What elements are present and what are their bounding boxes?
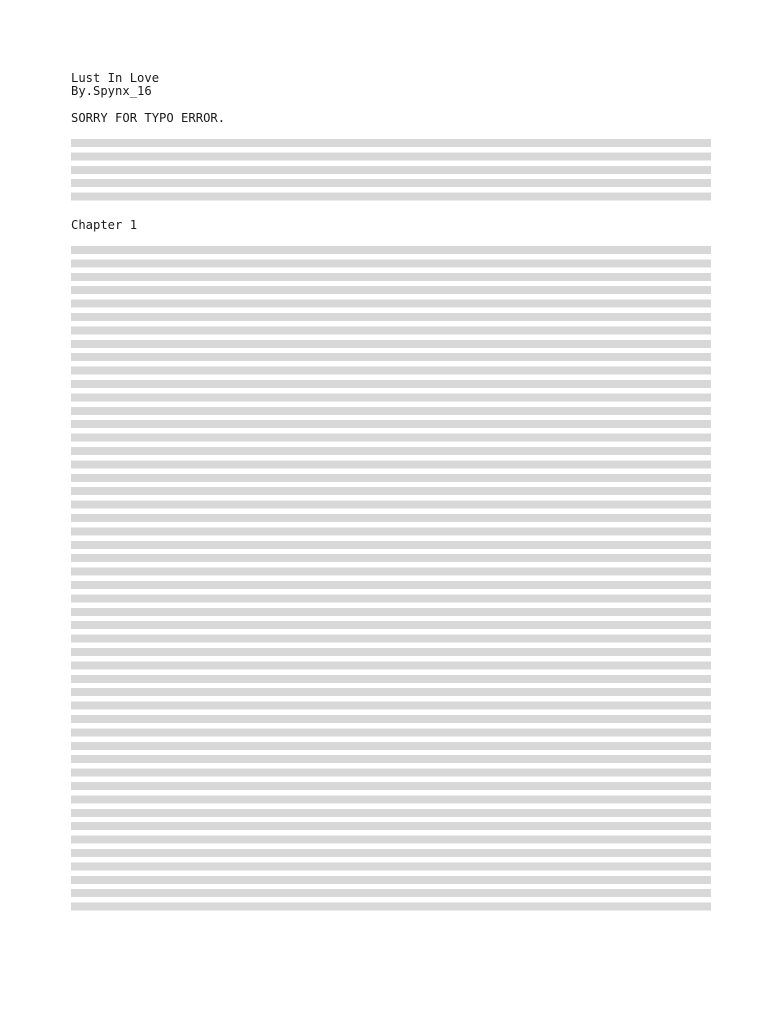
document-author: By.Spynx_16 bbox=[71, 84, 152, 99]
document-page bbox=[71, 72, 711, 916]
chapter-body bbox=[71, 246, 711, 916]
synopsis-paragraph bbox=[71, 139, 711, 206]
spacer bbox=[71, 206, 711, 219]
spacer bbox=[71, 126, 711, 139]
document-title: Lust In Love bbox=[71, 71, 160, 85]
chapter-heading: Chapter 1 bbox=[71, 218, 138, 233]
document-notice: SORRY FOR TYPO ERROR. bbox=[71, 111, 226, 126]
spacer bbox=[71, 99, 711, 112]
spacer bbox=[71, 233, 711, 246]
